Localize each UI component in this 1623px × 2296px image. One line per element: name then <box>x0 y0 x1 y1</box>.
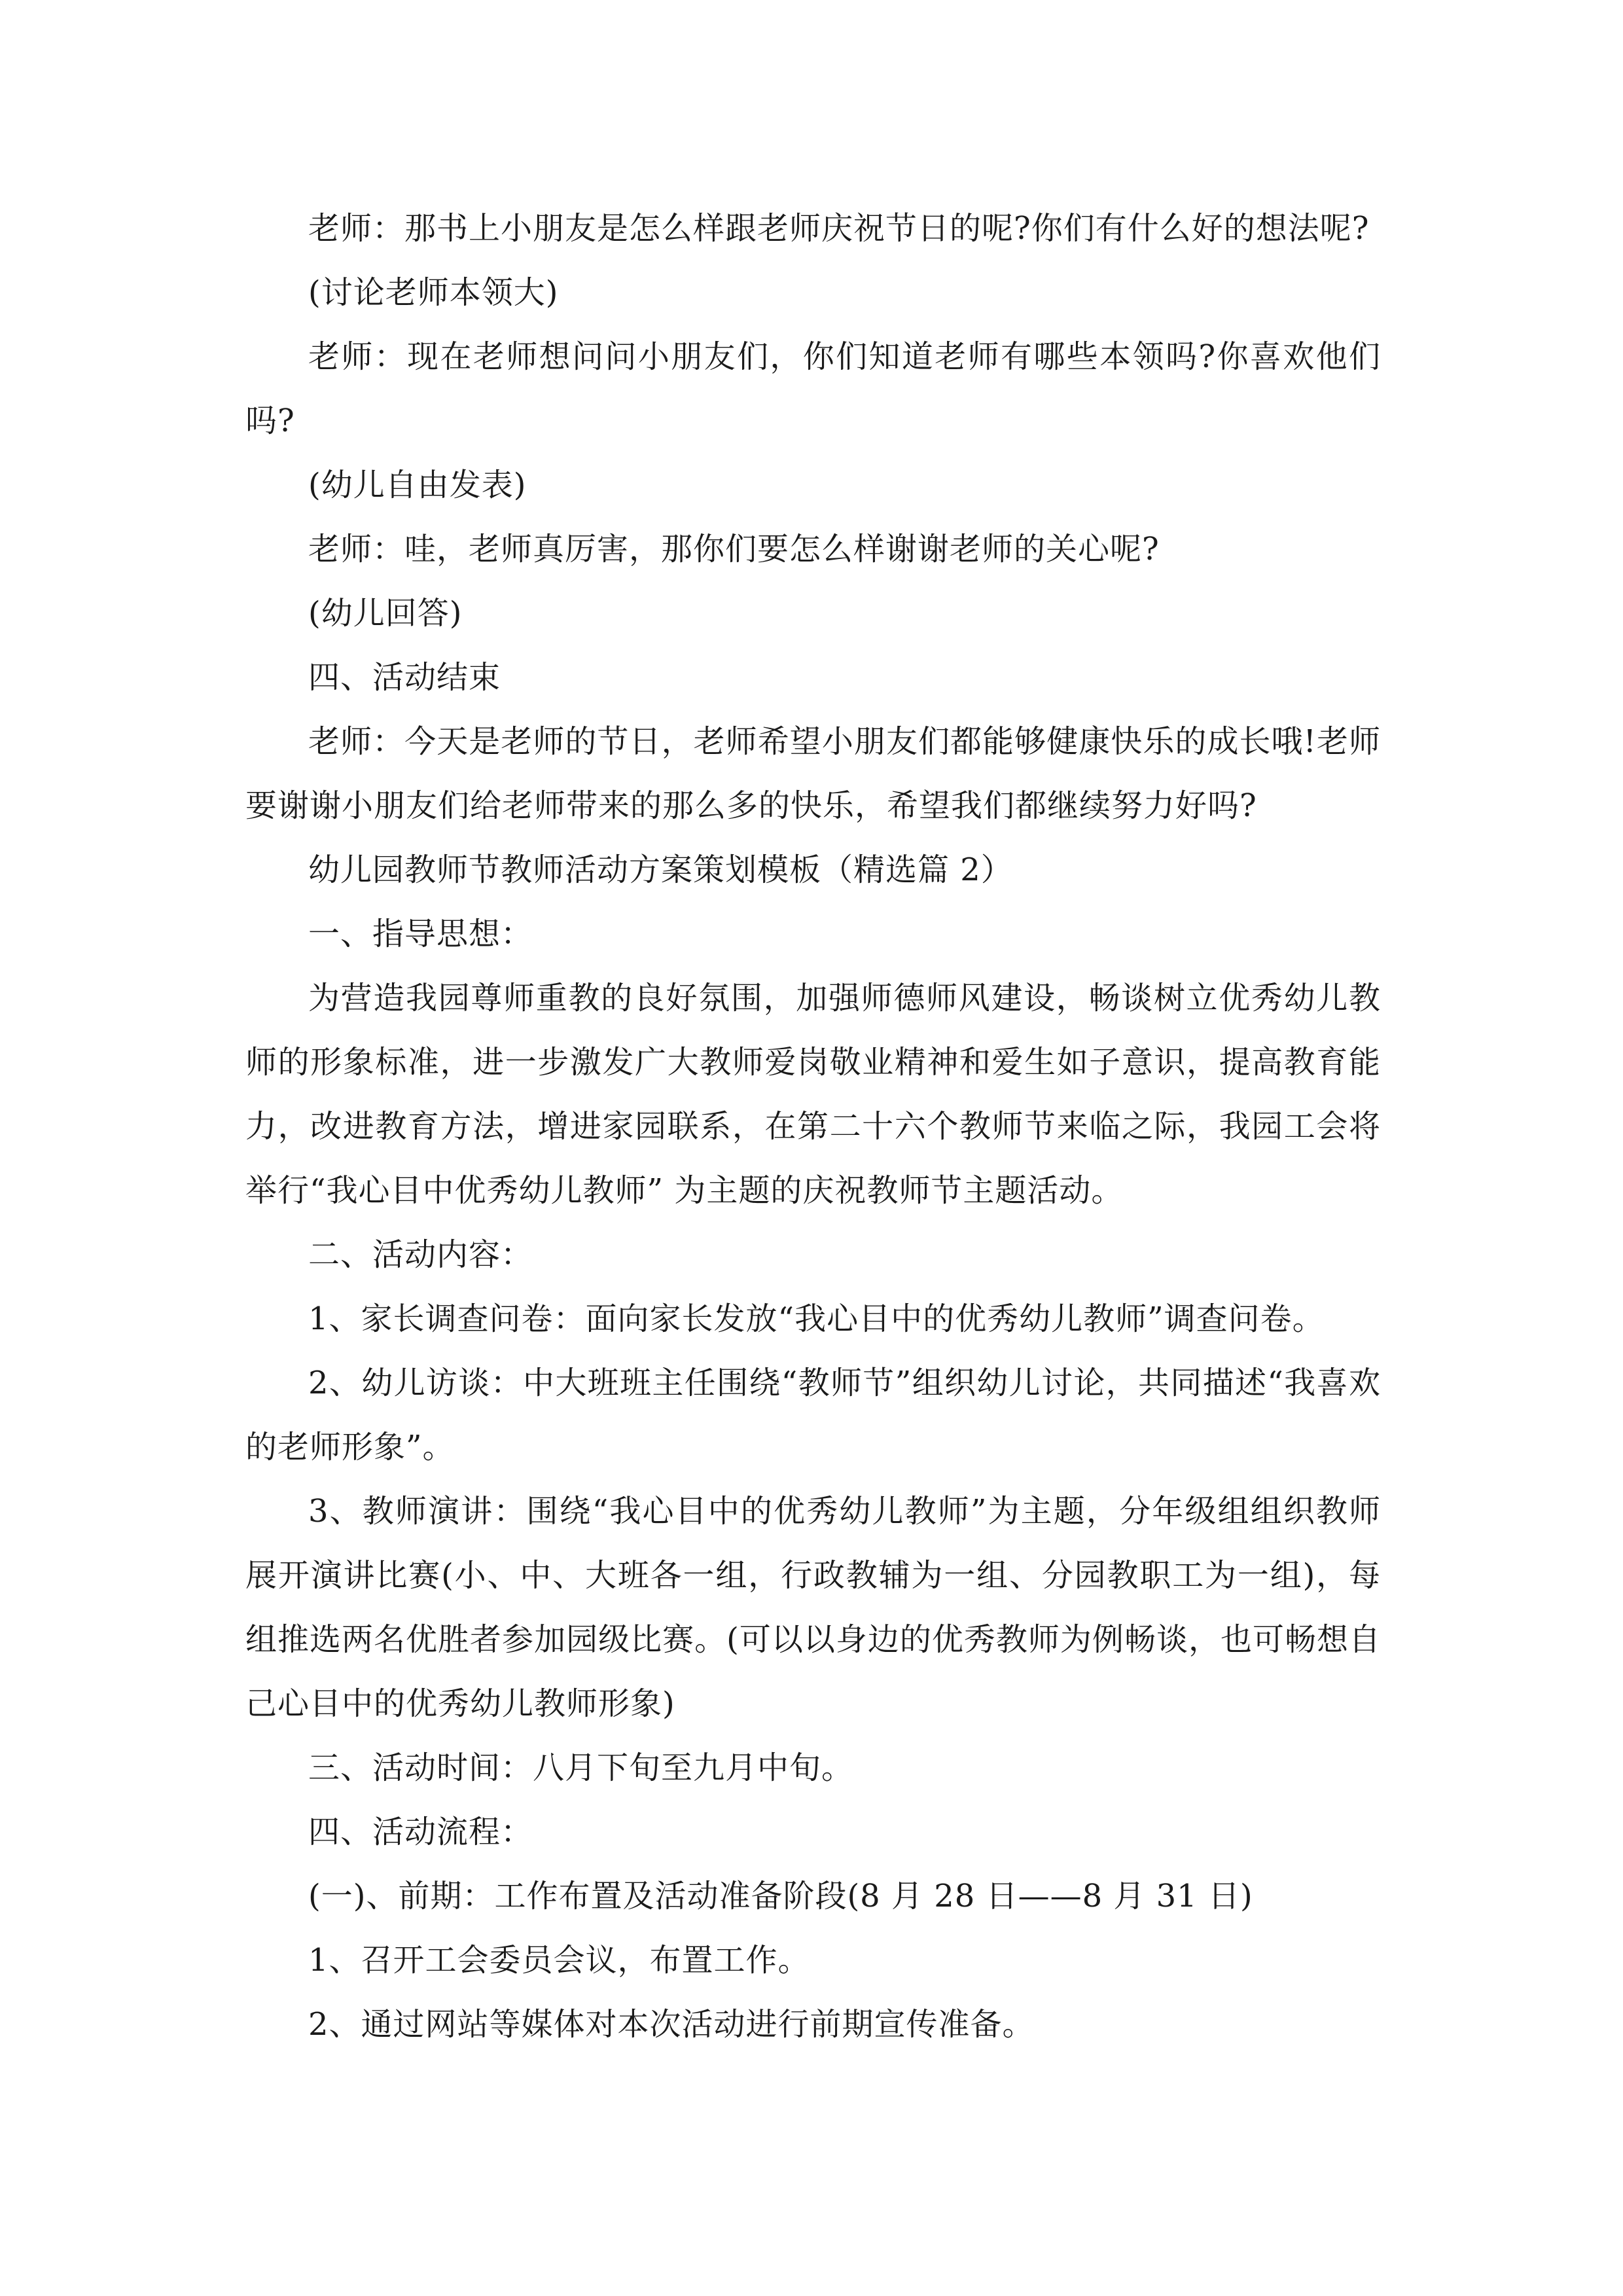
paragraph-answer-note: (幼儿回答) <box>308 595 463 632</box>
document-body <box>245 196 1381 2056</box>
list-item-child-interview: 2、幼儿访谈：中大班班主任围绕“教师节”组织幼儿讨论，共同描述“我喜欢的老师形象”。 <box>245 1365 1381 1465</box>
paragraph-closing-remarks: 老师：今天是老师的节日，老师希望小朋友们都能够健康快乐的成长哦!老师要谢谢小朋友们给老师带来的那么多的快乐，希望我们都继续努力好吗? <box>245 723 1381 824</box>
paragraph-free-expression-note: (幼儿自由发表) <box>308 467 527 503</box>
list-item-committee-meeting: 1、召开工会委员会议，布置工作。 <box>308 1942 810 1979</box>
list-item-media-promotion: 2、通过网站等媒体对本次活动进行前期宣传准备。 <box>308 2006 1035 2043</box>
document-subtitle: 幼儿园教师节教师活动方案策划模板（精选篇 2） <box>308 852 1013 888</box>
section-heading-activity-time: 三、活动时间：八月下旬至九月中旬。 <box>308 1749 854 1786</box>
list-item-teacher-speech: 3、教师演讲：围绕“我心目中的优秀幼儿教师”为主题，分年级组组织教师展开演讲比赛(小、中、大班各一组，行政教辅为一组、分园教职工为一组)，每组推选两名优胜者参加园级比赛。(可以以身边的优秀教师为例畅谈，也可畅想自己心目中的优秀幼儿教师形象) <box>245 1493 1381 1722</box>
paragraph-guiding-idea: 为营造我园尊师重教的良好氛围，加强师德师风建设，畅谈树立优秀幼儿教师的形象标准，进一步激发广大教师爱岗敬业精神和爱生如子意识，提高教育能力，改进教育方法，增进家园联系，在第二十六个教师节来临之际，我园工会将举行“我心目中优秀幼儿教师” 为主题的庆祝教师节主题活动。 <box>245 980 1381 1209</box>
list-item-parent-survey: 1、家长调查问卷：面向家长发放“我心目中的优秀幼儿教师”调查问卷。 <box>308 1300 1325 1337</box>
paragraph-question-skills: 老师：现在老师想问问小朋友们，你们知道老师有哪些本领吗?你喜欢他们吗? <box>245 338 1381 439</box>
section-heading-activity-end: 四、活动结束 <box>308 659 501 696</box>
subsection-heading-early-stage: (一)、前期：工作布置及活动准备阶段(8 月 28 日——8 月 31 日) <box>308 1878 1253 1914</box>
section-heading-guiding-idea: 一、指导思想： <box>308 916 533 952</box>
paragraph-question-celebration: 老师：那书上小朋友是怎么样跟老师庆祝节日的呢?你们有什么好的想法呢? <box>308 210 1370 247</box>
paragraph-thanks-question: 老师：哇，老师真厉害，那你们要怎么样谢谢老师的关心呢? <box>308 531 1160 567</box>
section-heading-activity-content: 二、活动内容： <box>308 1236 533 1273</box>
paragraph-discussion-note: (讨论老师本领大) <box>308 274 559 311</box>
section-heading-activity-process: 四、活动流程： <box>308 1814 533 1850</box>
